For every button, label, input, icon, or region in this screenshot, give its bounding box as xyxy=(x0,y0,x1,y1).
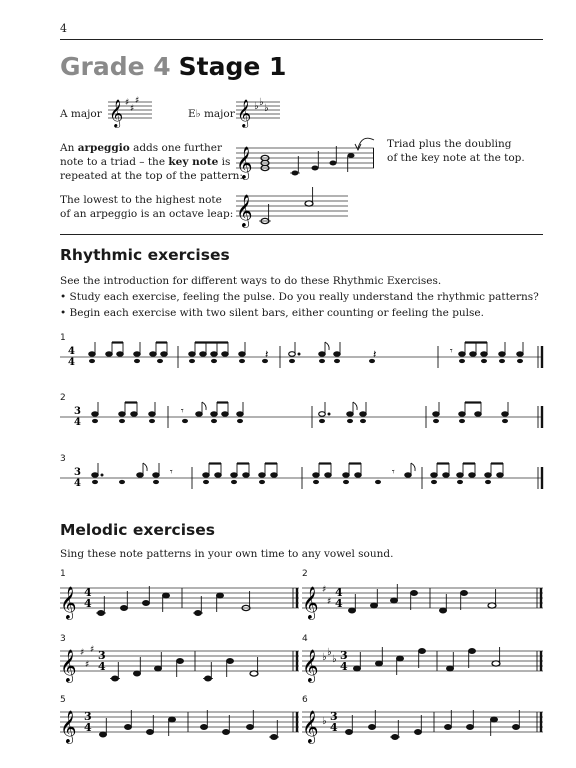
exercise-number: 5 xyxy=(60,695,66,705)
melodic-exercise-3 xyxy=(60,643,300,683)
time-signature-bottom: 4 xyxy=(340,660,348,673)
flat-icon: ♭ xyxy=(332,654,337,665)
sharp-icon: ♯ xyxy=(85,660,90,670)
time-signature-bottom: 4 xyxy=(68,357,75,368)
flat-icon: ♭ xyxy=(254,101,259,112)
staff-lines xyxy=(236,148,374,168)
rhythmic-exercise-2 xyxy=(60,400,544,436)
melodic-exercise-5 xyxy=(60,704,300,744)
top-divider xyxy=(60,39,543,40)
key-note-term: key note xyxy=(168,156,219,168)
exercise-number: 6 xyxy=(302,695,308,705)
octave-explanation: The lowest to the highest note of an arpeggio is an octave leap: xyxy=(60,194,234,220)
time-signature-top: 4 xyxy=(84,586,92,599)
staff-lines xyxy=(60,712,299,732)
a-major-label: A major xyxy=(60,108,102,120)
rest-icon: 𝄾 xyxy=(450,346,453,357)
time-signature-top: 3 xyxy=(330,710,338,723)
rhythmic-heading: Rhythmic exercises xyxy=(60,246,230,264)
exercise-number: 3 xyxy=(60,634,66,644)
exercise-number: 3 xyxy=(60,454,66,464)
rest-icon: 𝄽 xyxy=(373,348,377,361)
exercise-number: 2 xyxy=(60,393,66,403)
treble-clef-icon: 𝄞 xyxy=(60,649,77,682)
high-note xyxy=(305,201,313,206)
time-signature-top: 3 xyxy=(74,406,81,417)
time-signature-top: 3 xyxy=(74,467,81,478)
flat-icon: ♭ xyxy=(264,103,269,114)
upper-voice xyxy=(92,463,504,477)
rest-icon: 𝄾 xyxy=(181,406,184,417)
lower-voice xyxy=(92,480,491,484)
section-divider xyxy=(60,234,543,235)
time-signature-top: 4 xyxy=(68,346,75,357)
upper-voice xyxy=(89,342,524,356)
melodic-exercise-2 xyxy=(302,580,544,620)
arpeggio-term: arpeggio xyxy=(77,142,130,154)
melodic-exercise-1 xyxy=(60,580,300,620)
eb-major-key-signature xyxy=(236,96,280,130)
flat-icon: ♭ xyxy=(322,652,327,663)
exercise-number: 4 xyxy=(302,634,308,644)
grade-label: Grade 4 xyxy=(60,52,171,81)
arpeggio-explanation: An arpeggio adds one further note to a triad – the key note is repeated at the top of the pattern: xyxy=(60,142,243,182)
treble-clef-icon: 𝄞 xyxy=(236,146,253,179)
rhythmic-intro: See the introduction for different ways to do these Rhythmic Exercises. xyxy=(60,275,442,287)
time-signature-bottom: 4 xyxy=(98,660,106,673)
time-signature-bottom: 4 xyxy=(74,417,81,428)
time-signature-top: 3 xyxy=(98,649,106,662)
time-signature-top: 3 xyxy=(84,710,92,723)
sharp-icon: ♯ xyxy=(322,585,327,595)
arpeggio-callout: Triad plus the doubling of the key note at the top. xyxy=(387,138,525,164)
treble-clef-icon: 𝄞 xyxy=(109,99,124,127)
lower-voice xyxy=(92,419,508,423)
flat-icon: ♭ xyxy=(327,647,332,658)
time-signature-bottom: 4 xyxy=(330,721,338,734)
sharp-icon: ♯ xyxy=(80,648,85,658)
melody-notes xyxy=(346,710,520,740)
melodic-exercise-4 xyxy=(302,643,544,683)
time-signature-top: 3 xyxy=(340,649,348,662)
rhythmic-bullet: • Begin each exercise with two silent bars, either counting or feeling the pulse. xyxy=(60,307,484,319)
time-signature-bottom: 4 xyxy=(74,478,81,489)
arpeggio-notes xyxy=(290,146,355,176)
staff-lines xyxy=(302,651,543,671)
eb-major-label: E♭ major xyxy=(188,108,235,120)
rest-icon: 𝄾 xyxy=(170,467,173,478)
time-signature-bottom: 4 xyxy=(84,721,92,734)
treble-clef-icon: 𝄞 xyxy=(302,649,319,682)
exercise-number: 1 xyxy=(60,333,66,343)
treble-clef-icon: 𝄞 xyxy=(237,99,252,127)
page-title xyxy=(60,52,286,81)
staff-lines xyxy=(60,588,299,608)
treble-clef-icon: 𝄞 xyxy=(60,710,77,743)
stage-label: Stage 1 xyxy=(178,52,287,81)
melodic-intro: Sing these note patterns in your own time to any vowel sound. xyxy=(60,548,394,560)
treble-clef-icon: 𝄞 xyxy=(236,194,253,227)
rhythmic-exercise-3 xyxy=(60,461,544,497)
upper-voice xyxy=(92,402,509,416)
rhythmic-bullet: • Study each exercise, feeling the pulse. Do you really understand the rhythmic patterns? xyxy=(60,291,539,303)
treble-clef-icon: 𝄞 xyxy=(60,586,77,619)
a-major-key-signature xyxy=(108,96,152,130)
flat-icon: ♭ xyxy=(259,97,264,108)
staff-lines xyxy=(236,196,348,216)
lower-voice xyxy=(89,359,523,363)
octave-example-staff xyxy=(236,190,351,226)
exercise-number: 1 xyxy=(60,569,66,579)
exercise-number: 2 xyxy=(302,569,308,579)
time-signature-bottom: 4 xyxy=(335,597,343,610)
time-signature-top: 4 xyxy=(335,586,343,599)
sharp-icon: ♯ xyxy=(90,645,95,655)
rest-icon: 𝄾 xyxy=(392,467,395,478)
sharp-icon: ♯ xyxy=(125,98,130,108)
melody-notes xyxy=(100,710,280,740)
callout-arrow xyxy=(358,138,374,148)
treble-clef-icon: 𝄞 xyxy=(302,710,319,743)
melody-notes xyxy=(96,586,250,616)
rhythmic-exercise-1 xyxy=(60,340,544,376)
melodic-exercise-6 xyxy=(302,704,544,744)
treble-clef-icon: 𝄞 xyxy=(302,586,319,619)
staff-lines xyxy=(302,712,543,732)
arpeggio-example-staff xyxy=(236,140,376,180)
rest-icon: 𝄽 xyxy=(265,348,269,361)
page-number: 4 xyxy=(60,22,67,35)
flat-icon: ♭ xyxy=(322,716,327,727)
melodic-heading: Melodic exercises xyxy=(60,521,216,539)
sharp-icon: ♯ xyxy=(327,597,332,607)
time-signature-bottom: 4 xyxy=(84,597,92,610)
sharp-icon: ♯ xyxy=(135,96,140,106)
sharp-icon: ♯ xyxy=(130,104,135,114)
